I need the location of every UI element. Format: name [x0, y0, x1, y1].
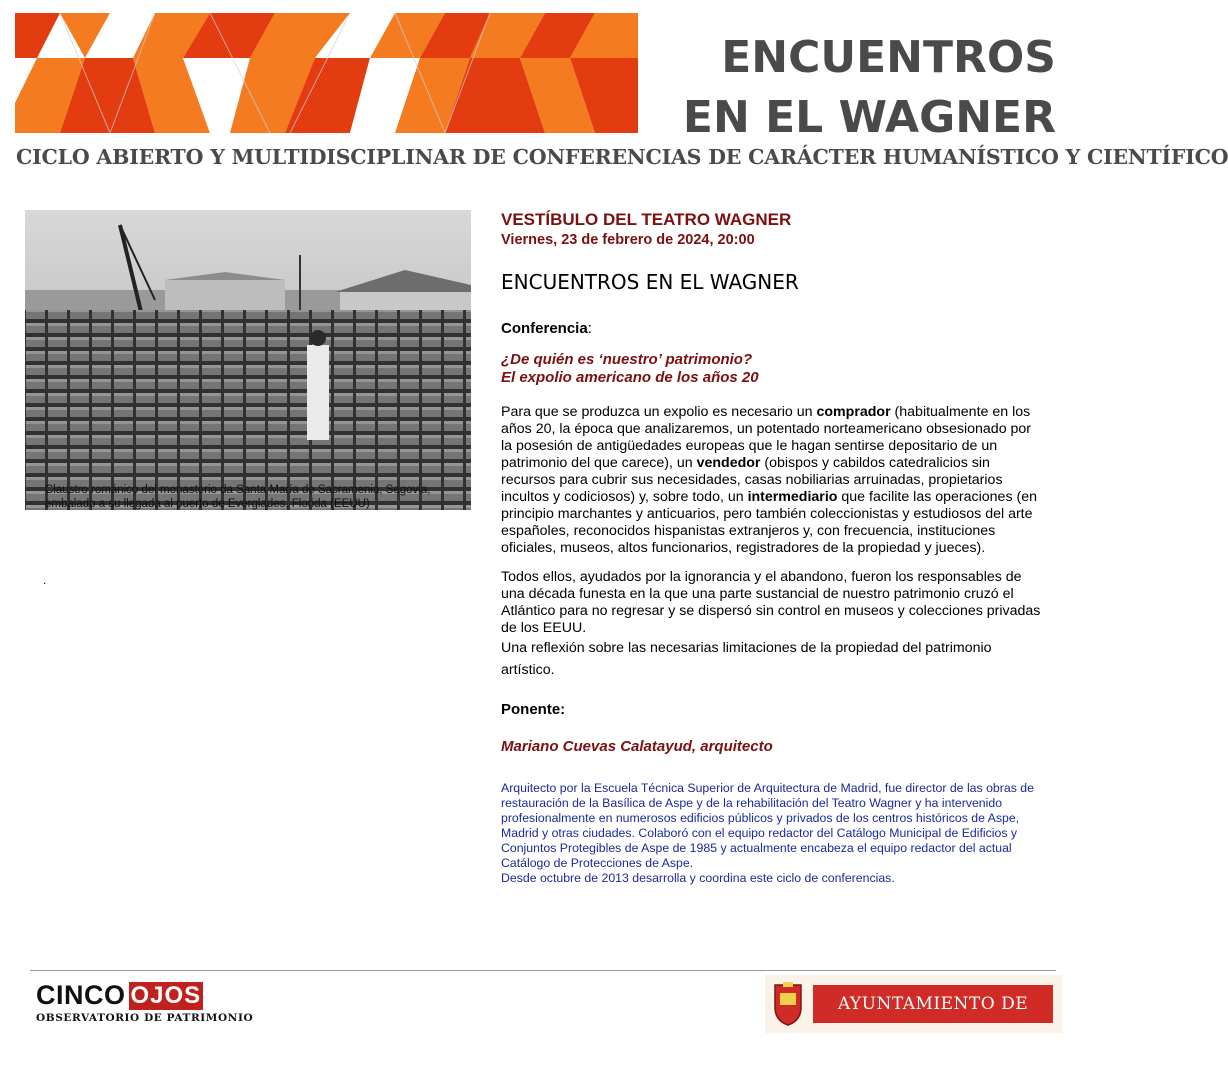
- footer-divider: [30, 970, 1056, 971]
- description-paragraph-2: Todos ellos, ayudados por la ignorancia y el abandono, fueron los responsables de una década funesta en la que una parte sustancial de nuestro patrimonio cruzó el Atlántico para no regresar y se dispersó sin control en museos y colecciones privadas de los EEUU.: [501, 569, 1041, 636]
- speaker-bio-paragraph-2: Desde octubre de 2013 desarrolla y coordina este ciclo de conferencias.: [501, 871, 895, 885]
- speaker-name: Mariano Cuevas Calatayud, arquitecto: [501, 738, 773, 755]
- event-date: Viernes, 23 de febrero de 2024, 20:00: [501, 232, 755, 248]
- logo-box: OJOS: [130, 982, 202, 1009]
- speaker-label: Ponente:: [501, 701, 566, 718]
- logo-subtitle: OBSERVATORIO DE PATRIMONIO: [36, 1012, 254, 1024]
- speaker-bio-paragraph-1: Arquitecto por la Escuela Técnica Superior de Arquitectura de Madrid, fue director de las obras de restauración de la Basílica de Aspe y de la rehabilitación del Teatro Wagner y ha intervenido profesionalmente en numerosos edificios públicos y privados de los centros históricos de Aspe, Madrid y otras ciudades. Colaboró con el equipo redactor del Catálogo Municipal de Edificios y Conjuntos Protegibles de Aspe de 1985 y actualmente encabeza el equipo redactor del actual Catálogo de Protecciones de Aspe.: [501, 781, 1034, 870]
- triangle-pattern-banner: [15, 13, 638, 133]
- cinco-ojos-logo: [36, 982, 256, 1026]
- venue: VESTÍBULO DEL TEATRO WAGNER: [501, 210, 792, 229]
- header-title-line-1: ENCUENTROS: [721, 32, 1056, 83]
- stray-dot: .: [43, 573, 47, 587]
- description-paragraph-1: Para que se produzca un expolio es necesario un comprador (habitualmente en los años 20, la época que analizaremos, un potentado norteamericano obsesionado por la posesión de antigüedades europeas que le hagan sentirse depositario de un patrimonio del que carece), un vendedor (obispos y cabildos catedralicios sin recursos para cubrir sus necesidades, casas nobiliarias arruinadas, propietarios incultos y codiciosos) y, sobre todo, un intermediario que facilite las operaciones (en principio marchantes y anticuarios, pero también coleccionistas y estudiosos del arte españoles, reconocidos hispanistas extranjeros y, con frecuencia, instituciones oficiales, museos, altos funcionarios, registradores de la propiedad y jueces).: [501, 404, 1037, 556]
- header-subtitle: CICLO ABIERTO Y MULTIDISCIPLINAR DE CONFERENCIAS DE CARÁCTER HUMANÍSTICO Y CIENTÍFICO: [16, 145, 1228, 169]
- talk-title: ¿De quién es ‘nuestro’ patrimonio? El expolio americano de los años 20: [501, 351, 759, 386]
- ayuntamiento-logo: [765, 975, 1062, 1052]
- event-title: ENCUENTROS EN EL WAGNER: [501, 270, 799, 294]
- coat-of-arms-icon: [771, 981, 805, 1027]
- historic-photo: [25, 210, 471, 510]
- conference-label: Conferencia:: [501, 320, 592, 337]
- ayuntamiento-label: AYUNTAMIENTO DE ASPE: [813, 985, 1053, 1023]
- photo-caption: Claustro románico del monasterio da Santa María de Sacramenia, Segovia, embalado a su llegada al puerto de Everglades, Florida (EEUU): [45, 484, 431, 510]
- event-details: [501, 210, 1041, 886]
- description-paragraph-3: Una reflexión sobre las necesarias limitaciones de la propiedad del patrimonio artístico.: [501, 640, 992, 678]
- header-title-line-2: EN EL WAGNER: [682, 92, 1056, 143]
- logo-word: CINCO: [36, 980, 126, 1010]
- warehouse-crates-photo: [25, 210, 471, 510]
- speaker-bio: [501, 781, 1041, 886]
